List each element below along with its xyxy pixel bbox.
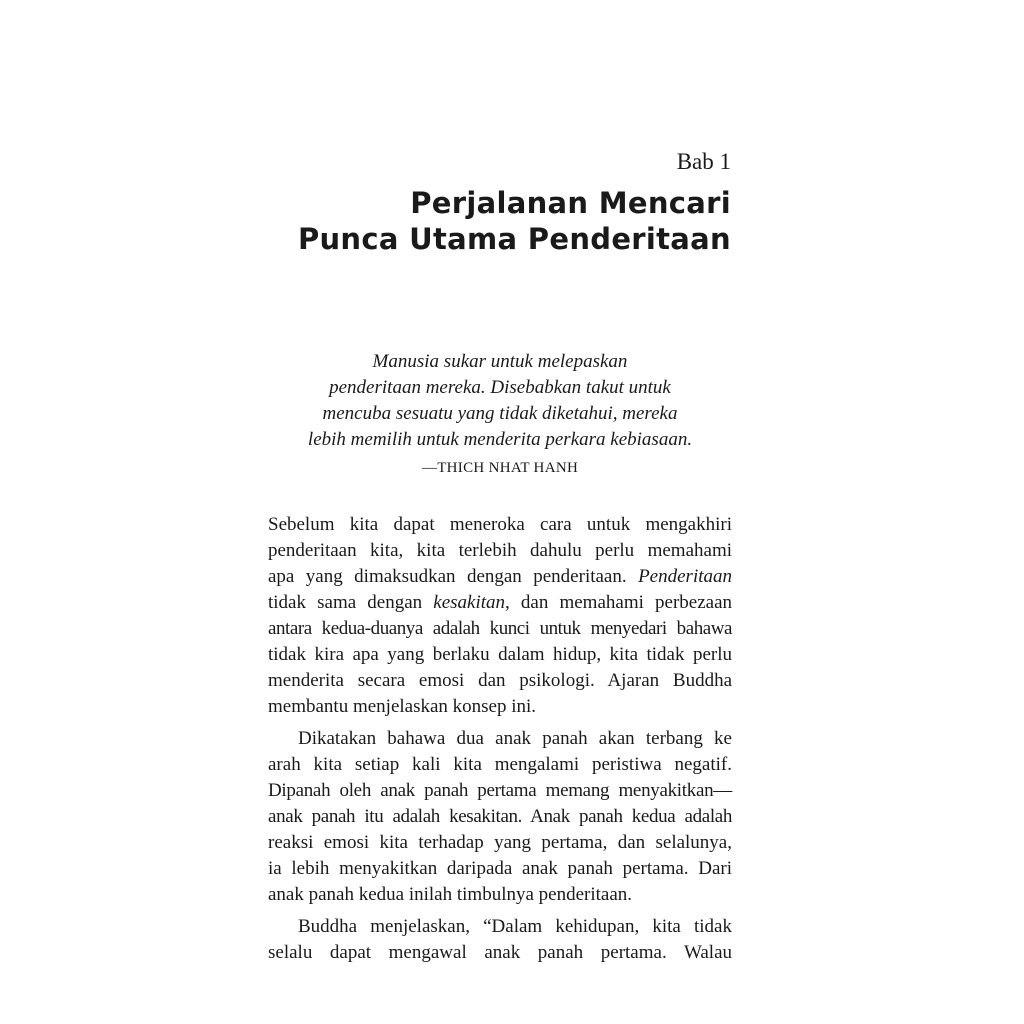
body-text xyxy=(268,512,732,972)
epigraph-quote xyxy=(268,349,732,453)
chapter-title-line-2: Punca Utama Penderitaan xyxy=(297,222,731,256)
paragraph-1 xyxy=(268,512,732,720)
text-line: arah kita setiap kali kita mengalami peristiwa negatif. xyxy=(268,754,732,775)
text-line xyxy=(268,564,732,590)
epigraph-attribution: —THICH NHAT HANH xyxy=(421,460,579,476)
text-segment: tidak sama dengan xyxy=(268,592,423,613)
epigraph-line: mencuba sesuatu yang tidak diketahui, mereka xyxy=(322,403,678,424)
paragraph-2 xyxy=(268,726,732,908)
text-line: Sebelum kita dapat meneroka cara untuk mengakhiri xyxy=(268,514,732,535)
text-segment: apa yang dimaksudkan dengan penderitaan. xyxy=(268,566,627,587)
text-line: anak panah kedua inilah timbulnya penderitaan. xyxy=(268,884,633,905)
chapter-title-line-1: Perjalanan Mencari xyxy=(410,186,731,220)
text-line: penderitaan kita, kita terlebih dahulu perlu memahami xyxy=(268,540,732,561)
text-line: menderita secara emosi dan psikologi. Ajaran Buddha xyxy=(268,670,732,691)
text-line: reaksi emosi kita terhadap yang pertama, dan selalunya, xyxy=(268,832,732,853)
text-segment: , dan memahami perbezaan xyxy=(505,592,733,613)
paragraph-3 xyxy=(268,914,732,966)
text-line: Buddha menjelaskan, “Dalam kehidupan, kita tidak xyxy=(298,916,732,937)
text-line: antara kedua-duanya adalah kunci untuk menyedari bahawa xyxy=(268,618,732,639)
text-line: selalu dapat mengawal anak panah pertama. Walau xyxy=(268,942,732,963)
text-line: anak panah itu adalah kesakitan. Anak panah kedua adalah xyxy=(268,806,732,827)
epigraph-line: lebih memilih untuk menderita perkara kebiasaan. xyxy=(307,429,693,450)
text-line: tidak kira apa yang berlaku dalam hidup, kita tidak perlu xyxy=(268,644,732,665)
text-line: membantu menjelaskan konsep ini. xyxy=(268,696,537,717)
text-line: Dikatakan bahawa dua anak panah akan terbang ke xyxy=(298,728,732,749)
epigraph-line: Manusia sukar untuk melepaskan xyxy=(372,351,628,372)
emphasis-kesakitan: kesakitan xyxy=(433,592,506,613)
chapter-title xyxy=(211,185,731,257)
text-line: ia lebih menyakitkan daripada anak panah pertama. Dari xyxy=(268,858,732,879)
text-line: Dipanah oleh anak panah pertama memang menyakitkan— xyxy=(268,780,732,801)
chapter-label: Bab 1 xyxy=(676,149,731,174)
text-line xyxy=(268,590,732,616)
epigraph-line: penderitaan mereka. Disebabkan takut untuk xyxy=(329,377,671,398)
emphasis-penderitaan: Penderitaan xyxy=(638,566,733,587)
